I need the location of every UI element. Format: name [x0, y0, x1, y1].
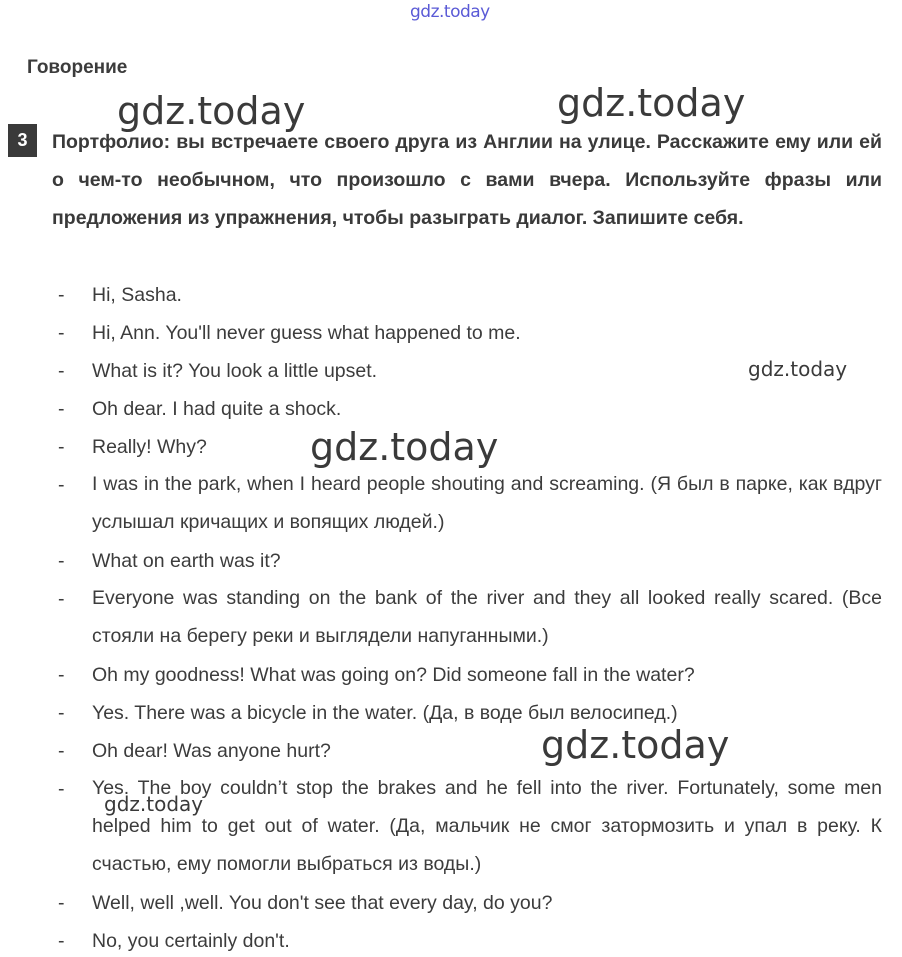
section-title: Говорение [27, 57, 128, 78]
dialog-dash: - [58, 474, 65, 496]
task-number-badge: 3 [8, 124, 37, 157]
dialog-dash: - [58, 930, 65, 952]
dialog-dash: - [58, 322, 65, 344]
dialog-line: Hi, Ann. You'll never guess what happened to me. [92, 322, 521, 344]
dialog-dash: - [58, 588, 65, 610]
dialog-line: What on earth was it? [92, 550, 281, 572]
dialog-line: Hi, Sasha. [92, 284, 182, 306]
dialog-dash: - [58, 778, 65, 800]
dialog-line: I was in the park, when I heard people shouting and screaming. (Я был в парке, как вдруг услышал кричащих и вопящих людей.) [92, 473, 882, 533]
dialog-dash: - [58, 740, 65, 762]
dialog-dash: - [58, 360, 65, 382]
dialog-line: Oh my goodness! What was going on? Did someone fall in the water? [92, 664, 695, 686]
watermark: gdz.today [104, 792, 204, 816]
dialog-line: What is it? You look a little upset. [92, 360, 378, 382]
dialog-dash: - [58, 436, 65, 458]
watermark: gdz.today [557, 81, 746, 125]
watermark: gdz.today [117, 89, 306, 133]
dialog-line: Everyone was standing on the bank of the river and they all looked really scared. (Все стояли на берегу реки и выглядели напуганными.) [92, 587, 882, 647]
dialog-dash: - [58, 284, 65, 306]
dialog-line: Oh dear! Was anyone hurt? [92, 740, 331, 762]
watermark: gdz.today [310, 425, 499, 469]
task-instructions: Портфолио: вы встречаете своего друга из Англии на улице. Расскажите ему или ей о чем-то необычном, что произошло с вами вчера. Используйте фразы или предложения из упражнения, чтобы разыграть диалог. Запишите себя. [52, 131, 882, 229]
dialog-line: No, you certainly don't. [92, 930, 290, 952]
dialog-line: Yes. The boy couldn’t stop the brakes and he fell into the river. Fortunately, some men helped him to get out of water. (Да, мальчик не смог затормозить и упал в реку. К счастью, ему помогли выбраться из воды.) [92, 777, 882, 875]
dialog-line: Oh dear. I had quite a shock. [92, 398, 342, 420]
dialog-line: Well, well ,well. You don't see that every day, do you? [92, 892, 553, 914]
watermark: gdz.today [748, 357, 848, 381]
dialog-dash: - [58, 398, 65, 420]
dialog-dash: - [58, 892, 65, 914]
dialog-dash: - [58, 664, 65, 686]
watermark-top: gdz.today [410, 2, 490, 22]
dialog-dash: - [58, 550, 65, 572]
dialog-line: Yes. There was a bicycle in the water. (Да, в воде был велосипед.) [92, 702, 678, 724]
watermark: gdz.today [541, 723, 730, 767]
dialog-dash: - [58, 702, 65, 724]
dialog-line: Really! Why? [92, 436, 207, 458]
